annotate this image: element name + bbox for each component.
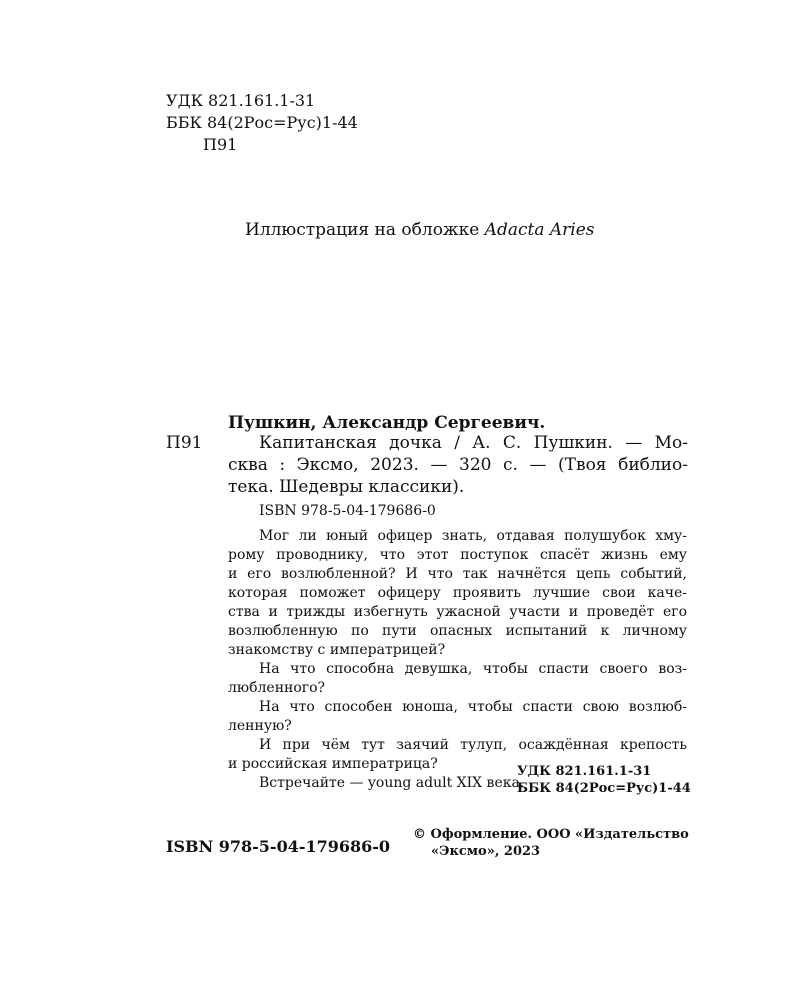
annotation-line: которая поможет офицеру проявить лучшие свои каче- (228, 585, 687, 601)
annotation-line: рому проводнику, что этот поступок спасёт жизнь ему (228, 547, 687, 563)
entry-code: П91 (166, 433, 203, 453)
illustration-credit (245, 219, 594, 241)
entry-isbn: ISBN 978-5-04-179686-0 (259, 503, 436, 519)
bibliographic-description (228, 432, 688, 498)
bbk-code-bottom: ББК 84(2Рос=Рус)1-44 (517, 781, 691, 796)
copyright-line: © Оформление. ООО «Издательство (413, 827, 689, 842)
description-line: Капитанская дочка / А. С. Пушкин. — Мо- (259, 433, 688, 453)
bbk-code: ББК 84(2Рос=Рус)1-44 (166, 113, 358, 132)
annotation-line: возлюбленную по пути опасных испытаний к личному (228, 623, 687, 639)
annotation-line: ства и трижды избегнуть ужасной участи и проведёт его (228, 604, 687, 620)
annotation-line: И при чём тут заячий тулуп, осаждённая крепость (259, 737, 687, 753)
description-line: сква : Эксмо, 2023. — 320 с. — (Твоя библио- (228, 455, 688, 475)
description-line: тека. Шедевры классики). (228, 477, 465, 497)
annotation-line: и российская императрица? (228, 756, 438, 772)
annotation (228, 527, 687, 793)
annotation-line: На что способен юноша, чтобы спасти свою возлюб- (259, 699, 687, 715)
annotation-line: Встречайте — young adult XIX века. (259, 775, 525, 791)
udk-code-bottom: УДК 821.161.1-31 (517, 764, 652, 779)
annotation-line: Мог ли юный офицер знать, отдавая полушубок хму- (259, 528, 687, 544)
annotation-line: знакомству с императрицей? (228, 642, 446, 658)
isbn-main: ISBN 978-5-04-179686-0 (166, 837, 391, 856)
illustration-artist: Adacta Aries (484, 220, 595, 240)
annotation-line: и его возлюбленной? И что так начнётся цепь событий, (228, 566, 687, 582)
annotation-line: любленного? (228, 680, 326, 696)
top-classification-codes (166, 90, 358, 156)
annotation-line: ленную? (228, 718, 292, 734)
author-mark: П91 (203, 135, 238, 154)
author-heading: Пушкин, Александр Сергеевич. (228, 413, 546, 433)
bottom-classification-codes (517, 763, 691, 797)
illustration-credit-prefix: Иллюстрация на обложке (245, 220, 485, 240)
copyright-line: «Эксмо», 2023 (431, 844, 541, 859)
udk-code: УДК 821.161.1-31 (166, 91, 316, 110)
annotation-line: На что способна девушка, чтобы спасти своего воз- (259, 661, 687, 677)
copyright-notice (413, 826, 689, 860)
